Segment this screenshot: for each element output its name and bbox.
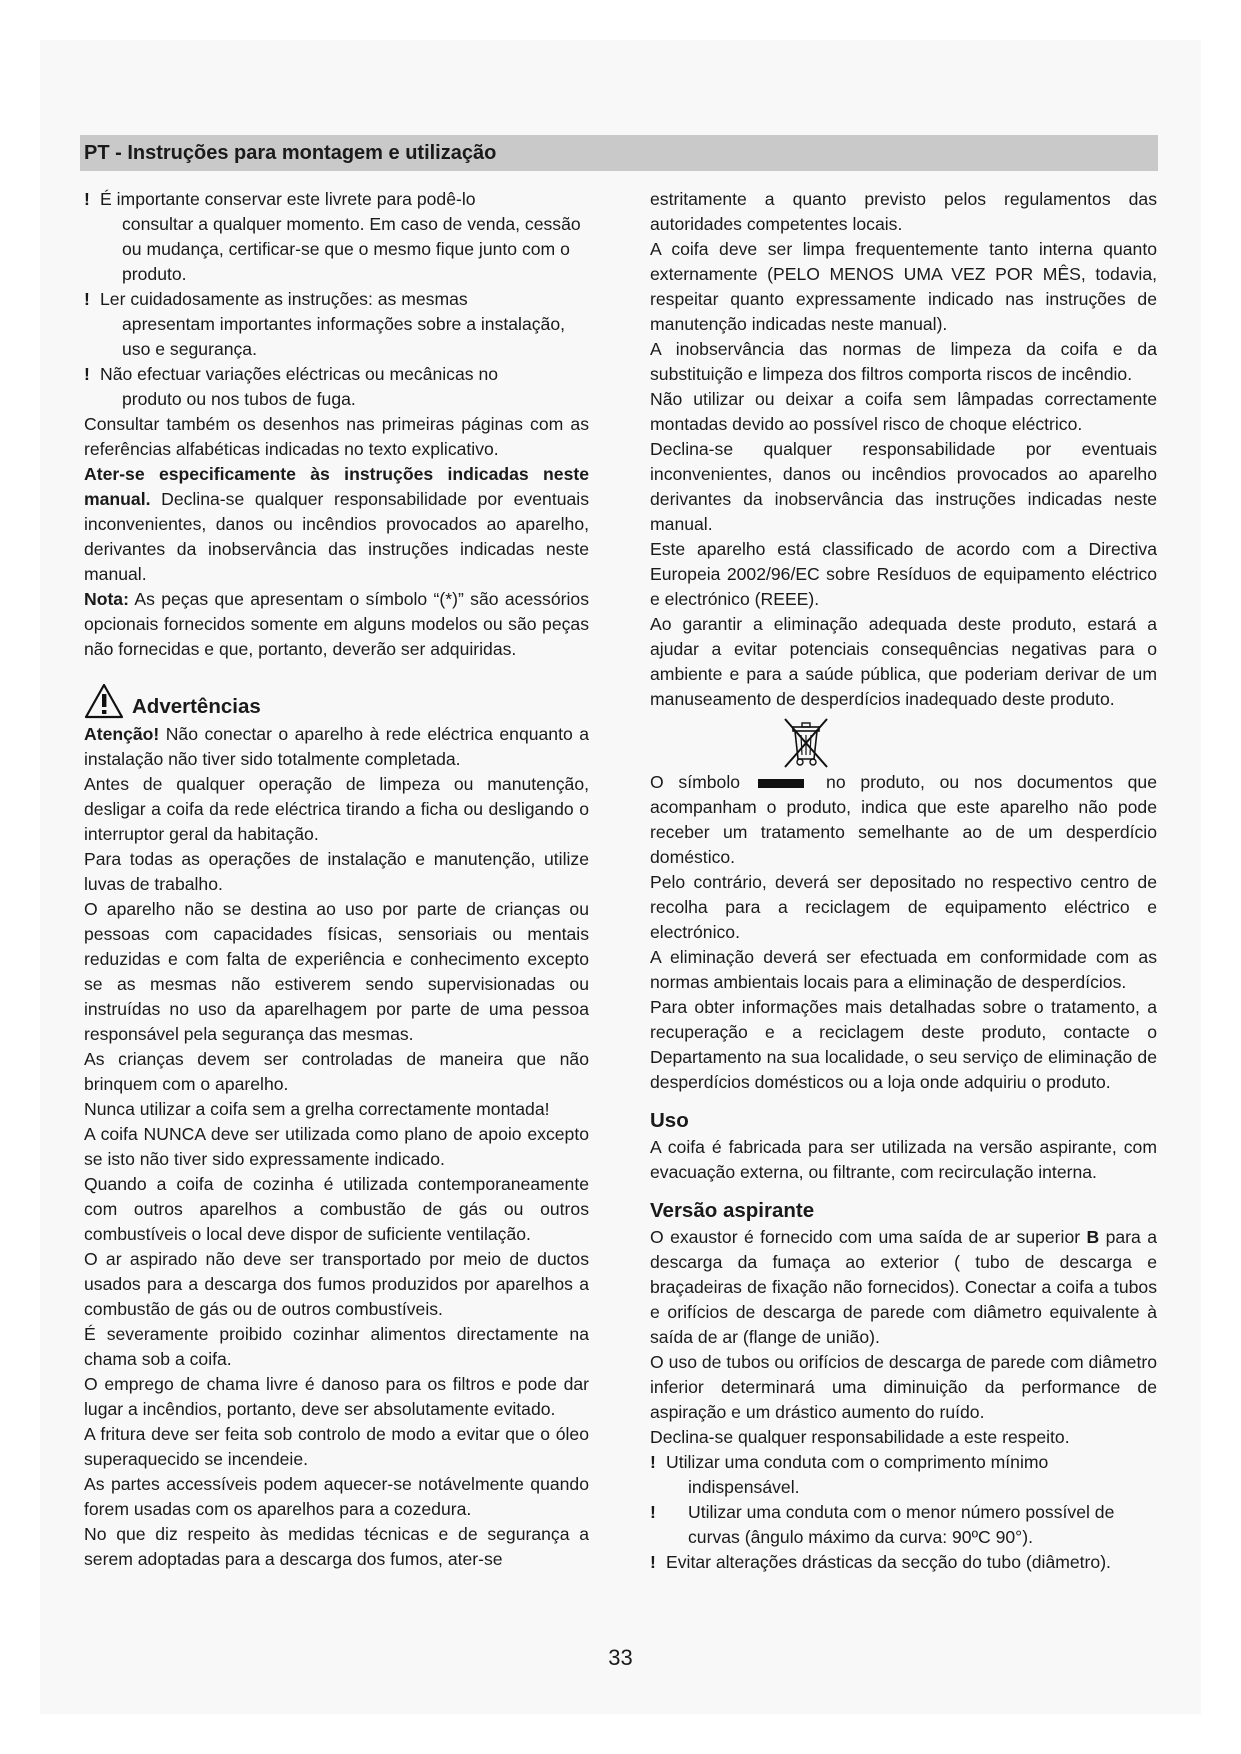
exclamation-icon: !: [650, 1452, 656, 1472]
paragraph: É severamente proibido cozinhar alimentos directamente na chama sob a coifa.: [84, 1324, 589, 1369]
paragraph: estritamente a quanto previsto pelos regulamentos das autoridades competentes locais.: [650, 189, 1157, 234]
exclamation-icon: !: [650, 1502, 656, 1522]
paragraph: As partes accessíveis podem aquecer-se notávelmente quando forem usadas com os aparelhos para a cozedura.: [84, 1474, 589, 1519]
paragraph: O uso de tubos ou orifícios de descarga de parede com diâmetro inferior determinará uma diminuição da performance de aspiração e um drástico aumento do ruído.: [650, 1352, 1157, 1422]
paragraph: Antes de qualquer operação de limpeza ou manutenção, desligar a coifa da rede eléctrica tirando a ficha ou desligando o interruptor geral da habitação.: [84, 774, 589, 844]
paragraph: Não utilizar ou deixar a coifa sem lâmpadas correctamente montadas devido ao possível risco de choque eléctrico.: [650, 389, 1157, 434]
symbol-paragraph: O símbolo no produto, ou nos documentos que acompanham o produto, indica que este aparelho não pode receber um tratamento semelhante ao de um desperdício doméstico.: [650, 772, 1157, 867]
bullet-item: ! Utilizar uma conduta com o menor número possível de curvas (ângulo máximo da curva: 90ºC 90°).: [650, 1502, 1115, 1547]
warnings-title: Advertências: [132, 694, 261, 718]
paragraph: O exaustor é fornecido com uma saída de ar superior B para a descarga da fumaça ao exterior ( tubo de descarga e braçadeiras de fixação não fornecidos). Conectar a coifa a tubos e orifícios de descarga de parede com diâmetro equivalente à saída de ar (flange de união).: [650, 1227, 1157, 1347]
paragraph: Quando a coifa de cozinha é utilizada contemporaneamente com outros aparelhos a combustão de gás ou outros combustíveis o local deve dispor de suficiente ventilação.: [84, 1174, 589, 1244]
paragraph: Ao garantir a eliminação adequada deste produto, estará a ajudar a evitar potenciais consequências negativas para o ambiente e para a saúde pública, que poderiam derivar de um manuseamento de desperdícios inadequado deste produto.: [650, 614, 1157, 709]
paragraph: A coifa deve ser limpa frequentemente tanto interna quanto externamente (PELO MENOS UMA VEZ POR MÊS, todavia, respeitar quanto expressamente indicado nas instruções de manutenção indicadas neste manual).: [650, 239, 1157, 334]
paragraph: A inobservância das normas de limpeza da coifa e da substituição e limpeza dos filtros comporta riscos de incêndio.: [650, 339, 1157, 384]
bullet-item: ! Não efectuar variações eléctricas ou mecânicas no produto ou nos tubos de fuga.: [84, 364, 499, 409]
section-title-versao: Versão aspirante: [650, 1199, 815, 1222]
note-paragraph: Nota: As peças que apresentam o símbolo “(*)” são acessórios opcionais fornecidos somente em alguns modelos ou são peças não fornecidas e que, portanto, deverão ser adquiridas.: [84, 589, 589, 659]
paragraph: Ater-se especificamente às instruções indicadas neste manual. Declina-se qualquer responsabilidade por eventuais inconvenientes, danos ou incêndios provocados ao aparelho, derivantes da inobservância das instruções indicadas neste manual.: [84, 464, 589, 584]
bullet-item: ! Ler cuidadosamente as instruções: as mesmas apresentam importantes informações sobre a instalação, uso e segurança.: [84, 289, 566, 359]
exclamation-icon: !: [84, 289, 90, 309]
black-bar-icon: [758, 779, 804, 788]
paragraph: Nunca utilizar a coifa sem a grelha correctamente montada!: [84, 1099, 550, 1119]
paragraph: Consultar também os desenhos nas primeiras páginas com as referências alfabéticas indicadas no texto explicativo.: [84, 414, 589, 459]
page-title: PT - Instruções para montagem e utilização: [80, 135, 1158, 171]
paragraph: Para todas as operações de instalação e manutenção, utilize luvas de trabalho.: [84, 849, 589, 894]
paragraph: A coifa NUNCA deve ser utilizada como plano de apoio excepto se isto não tiver sido expressamente indicado.: [84, 1124, 589, 1169]
section-title-uso: Uso: [650, 1109, 689, 1132]
bullet-item: ! Evitar alterações drásticas da secção do tubo (diâmetro).: [650, 1550, 1157, 1575]
paragraph: Declina-se qualquer responsabilidade a este respeito.: [650, 1427, 1070, 1447]
paragraph: As crianças devem ser controladas de maneira que não brinquem com o aparelho.: [84, 1049, 589, 1094]
paragraph: O aparelho não se destina ao uso por parte de crianças ou pessoas com capacidades físicas, sensoriais ou mentais reduzidas e com falta de experiência e conhecimento excepto se as mesmas não estiverem sendo supervisionadas ou instruídas no uso da aparelhagem por parte de uma pessoa responsável pela segurança das mesmas.: [84, 899, 589, 1044]
attention-paragraph: Atenção! Não conectar o aparelho à rede eléctrica enquanto a instalação não tiver sido totalmente completada.: [84, 724, 589, 769]
exclamation-icon: !: [84, 364, 90, 384]
page-number: 33: [608, 1645, 633, 1670]
paragraph: Para obter informações mais detalhadas sobre o tratamento, a recuperação e a reciclagem deste produto, contacte o Departamento na sua localidade, o seu serviço de eliminação de desperdícios domésticos ou a loja onde adquiriu o produto.: [650, 997, 1157, 1092]
right-column: [650, 187, 1157, 1575]
paragraph: A coifa é fabricada para ser utilizada na versão aspirante, com evacuação externa, ou filtrante, com recirculação interna.: [650, 1137, 1157, 1182]
weee-symbol-row: [650, 712, 1157, 770]
warnings-heading: [84, 680, 589, 722]
bullet-item: ! Utilizar uma conduta com o comprimento mínimo indispensável.: [650, 1452, 1049, 1497]
left-column: [84, 187, 589, 1572]
paragraph: Pelo contrário, deverá ser depositado no respectivo centro de recolha para a reciclagem de equipamento eléctrico e electrónico.: [650, 872, 1157, 942]
warning-icon: [84, 683, 124, 719]
paragraph: A fritura deve ser feita sob controlo de modo a evitar que o óleo superaquecido se incendeie.: [84, 1424, 589, 1469]
exclamation-icon: !: [650, 1552, 656, 1572]
paragraph: O ar aspirado não deve ser transportado por meio de ductos usados para a descarga dos fumos produzidos por aparelhos a combustão de gás ou de outros combustíveis.: [84, 1249, 589, 1319]
paragraph: A eliminação deverá ser efectuada em conformidade com as normas ambientais locais para a eliminação de desperdícios.: [650, 947, 1157, 992]
bullet-item: ! É importante conservar este livrete para podê-lo consultar a qualquer momento. Em caso de venda, cessão ou mudança, certificar-se que o mesmo fique junto com o produto.: [84, 189, 581, 284]
exclamation-icon: !: [84, 189, 90, 209]
paragraph: No que diz respeito às medidas técnicas e de segurança a serem adoptadas para a descarga dos fumos, ater-se: [84, 1524, 589, 1569]
crossed-bin-icon: [781, 715, 831, 769]
paragraph: Declina-se qualquer responsabilidade por eventuais inconvenientes, danos ou incêndios provocados ao aparelho derivantes da inobservância das instruções indicadas neste manual.: [650, 439, 1157, 534]
paragraph: Este aparelho está classificado de acordo com a Directiva Europeia 2002/96/EC sobre Resíduos de equipamento eléctrico e electrónico (REEE).: [650, 539, 1157, 609]
paragraph: O emprego de chama livre é danoso para os filtros e pode dar lugar a incêndios, portanto, deve ser absolutamente evitado.: [84, 1374, 589, 1419]
